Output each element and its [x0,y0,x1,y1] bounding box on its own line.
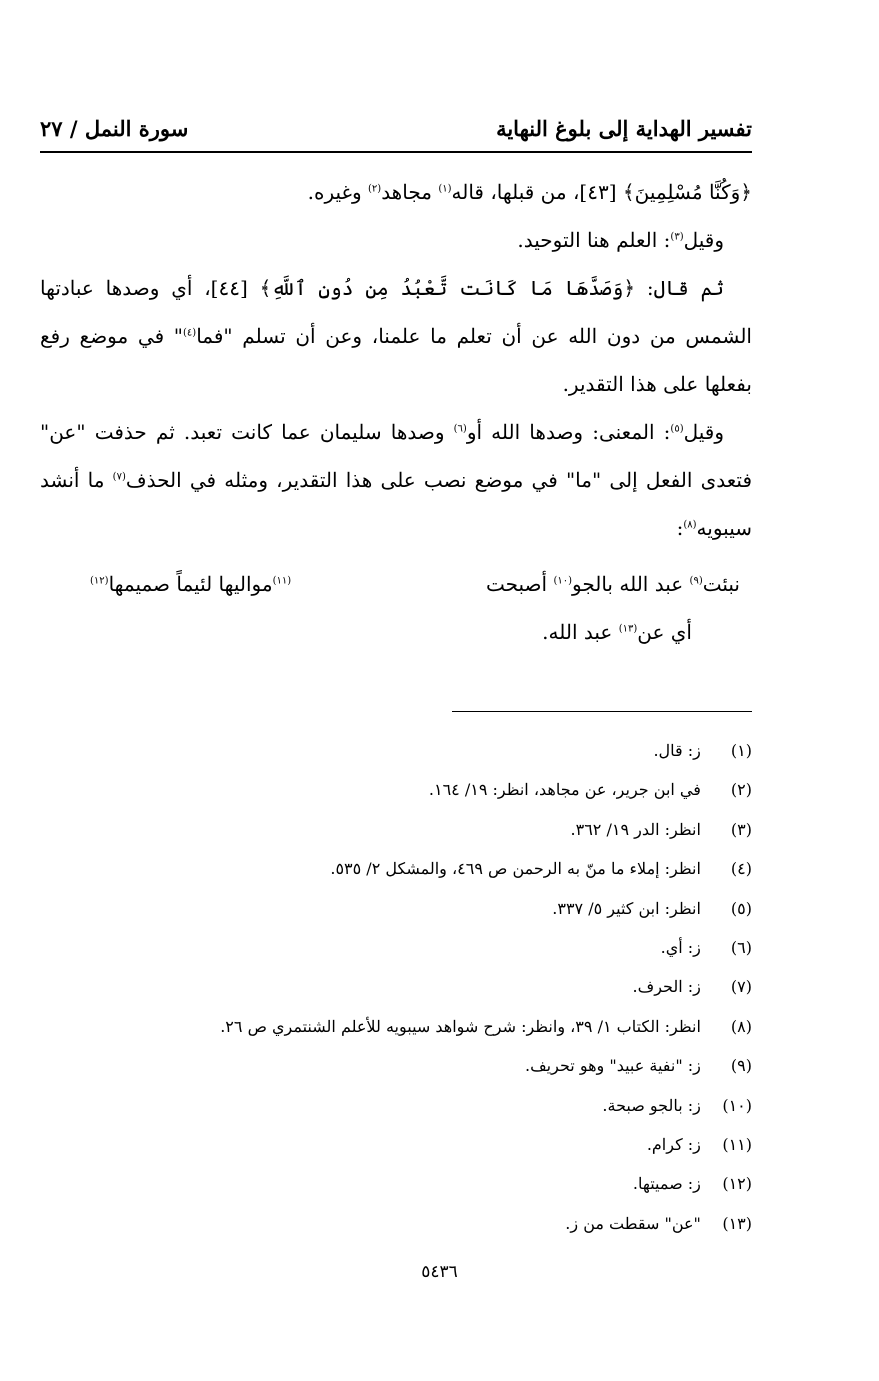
paragraph-4 [40,408,752,552]
text-span: [٤٤]، أي وصدها عبادتها الشمس من دون الله عن أن تعلم ما علمنا، وعن أن تسلم "فما [40,276,752,348]
footnote-number: (١) [730,741,752,760]
footnote-item [40,1046,752,1085]
footnote-text: "عن" سقطت من ز. [565,1213,701,1233]
surah-label: سورة النمل / ٢٧ [40,115,189,141]
footnote-ref: (٤) [183,327,197,339]
text-span: " في موضع رفع بفعلها على هذا التقدير. [40,324,752,396]
book-title: تفسير الهداية إلى بلوغ النهاية [496,115,752,141]
footnote-number: (١٣) [722,1213,752,1233]
text-span: عبد الله بالجو [572,572,690,596]
text-span: : [676,516,684,540]
footnote-text: ز: أي. [660,937,701,957]
hemistich-first [420,560,740,608]
footnote-ref: (١٢) [90,575,109,587]
footnote-item [40,1007,752,1046]
text-span: عبد الله. [542,620,619,644]
footnote-number: (٥) [730,898,752,918]
text-span: مجاهد [381,180,439,204]
hemistich-second [90,560,420,608]
text-span: وقيل [683,228,724,252]
header-rule [40,151,752,153]
footnote-item [40,770,752,809]
footnote-text: ز: الحرف. [632,977,701,997]
footnote-item [40,810,752,849]
paragraph-2 [40,216,752,264]
footnote-number: (٨) [730,1016,752,1036]
footnote-number: (١٢) [722,1174,752,1194]
footnote-number: (٩) [730,1056,752,1076]
text-span: أي عن [637,620,692,644]
footnote-ref: (١١) [272,575,292,587]
footnote-text: ز: "نفية عبيد" وهو تحريف. [525,1056,701,1076]
footnote-number: (١٠) [722,1095,752,1115]
footnote-text: انظر: ابن كثير ٥/ ٣٣٧. [552,898,701,918]
text-span: : المعنى: وصدها الله أو [466,420,671,444]
footnotes [40,731,752,1243]
footnote-ref: (١٣) [618,623,638,635]
text-span: ثم قال: [635,276,725,300]
footnote-number: (٧) [730,977,752,997]
paragraph-1 [40,168,752,216]
footnote-ref: (٣) [670,231,684,243]
footnote-text: انظر: الكتاب ١/ ٣٩، وانظر: شرح شواهد سيبويه للأعلم الشنتمري ص ٢٦. [220,1016,701,1036]
footnote-separator [452,711,752,712]
footnote-item [40,1125,752,1164]
footnote-item [40,1204,752,1243]
text-span: أصبحت [485,572,554,596]
text-span: وقيل [683,420,724,444]
footnote-text: في ابن جرير، عن مجاهد، انظر: ١٩/ ١٦٤. [428,780,701,800]
text-span: وصدها سليمان عما كانت تعبد. ثم حذفت "عن" فتعدى الفعل إلى "ما" في موضع نصب على هذا التقدير، ومثله في الحذف [40,420,753,492]
footnote-ref: (١٠) [553,575,572,587]
page-number: ٥٤٣٦ [421,1262,458,1282]
footnote-ref: (٢) [368,183,382,195]
text-span: وغيره. [307,180,368,204]
paragraph-5 [40,608,752,656]
footnote-ref: (٦) [453,423,467,435]
footnote-item [40,849,752,888]
text-span: [٤٣]، من قبلها، قاله [451,180,623,204]
footnote-ref: (٧) [112,471,126,483]
footnote-item [40,928,752,967]
footnote-number: (١١) [722,1134,752,1154]
running-header [40,108,752,148]
footnote-item [40,1164,752,1203]
main-text [40,168,752,656]
footnote-item [40,731,752,770]
text-span: : العلم هنا التوحيد. [517,228,671,252]
quran-verse: ﴿وَكُنَّا مُسْلِمِينَ﴾ [622,180,752,204]
footnote-number: (٤) [730,859,752,879]
footnote-item [40,889,752,928]
paragraph-3 [40,264,752,408]
footnote-ref: (٩) [689,575,703,587]
poetry-verse [40,560,752,608]
footnote-text: ز: كرام. [646,1134,701,1154]
footnote-text: انظر: إملاء ما منّ به الرحمن ص ٤٦٩، والمشكل ٢/ ٥٣٥. [330,859,701,879]
footnote-ref: (٨) [683,519,697,531]
footnote-ref: (٥) [670,423,684,435]
footnote-text: ز: قال. [653,741,701,760]
footnote-item [40,1086,752,1125]
footnote-text: انظر: الدر ١٩/ ٣٦٢. [570,819,701,839]
footnote-number: (٢) [730,780,752,800]
quran-verse: ﴿وَصَدَّهَا مَا كَانَت تَّعْبُدُ مِن دُونِ ٱللَّهِ﴾ [259,276,636,300]
footnote-text: ز: بالجو صبحة. [602,1095,701,1115]
footnote-item [40,967,752,1006]
text-span: نبئت [702,572,740,596]
footnote-number: (٣) [730,819,752,839]
footnote-number: (٦) [730,937,752,957]
footnote-text: ز: صميتها. [632,1174,701,1194]
text-span: ما أنشد سيبويه [40,468,752,540]
footnote-ref: (١) [438,183,452,195]
text-span: مواليها لئيماً صميمها [108,572,273,596]
